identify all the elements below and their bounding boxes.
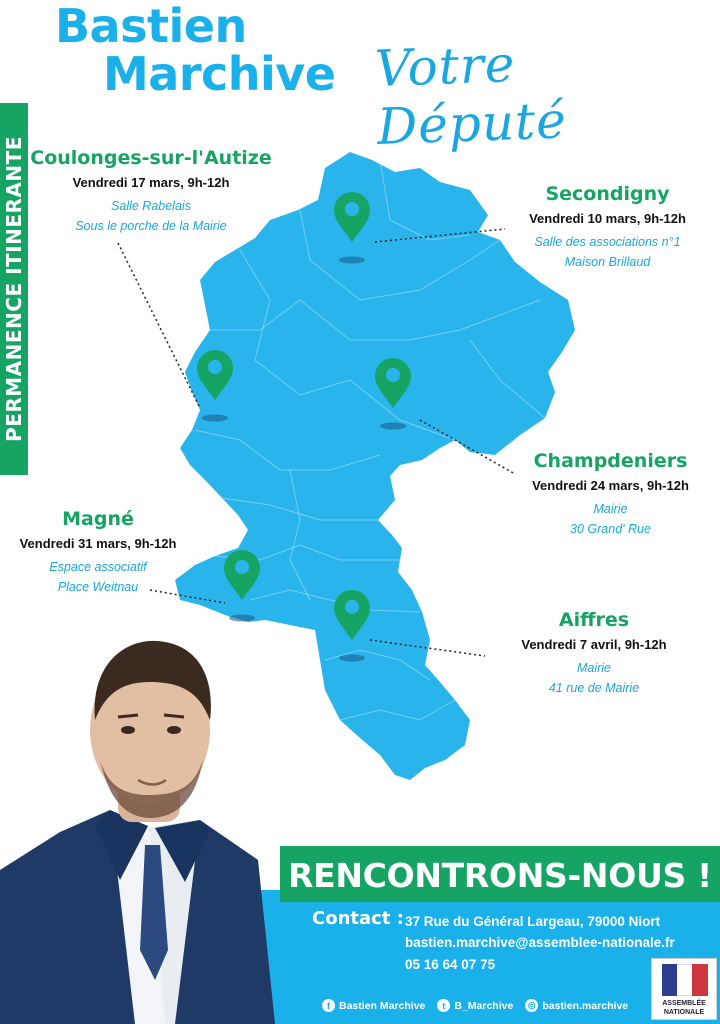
tricolor-emblem xyxy=(662,964,708,996)
stop-town: Coulonges-sur-l'Autize xyxy=(30,147,272,169)
stop-date: Vendredi 7 avril, 9h-12h xyxy=(521,637,667,652)
stop-date: Vendredi 10 mars, 9h-12h xyxy=(529,211,686,226)
contact-phone[interactable]: 05 16 64 07 75 xyxy=(405,957,496,972)
candidate-last-name: Marchive xyxy=(103,47,336,101)
side-banner-text: PERMANENCE ITINERANTE xyxy=(2,136,27,442)
contact-address: 37 Rue du Général Largeau, 79000 Niort xyxy=(405,914,661,929)
facebook-handle: Bastien Marchive xyxy=(339,999,426,1012)
contact-label: Contact : xyxy=(312,908,404,929)
logo-text xyxy=(652,999,716,1017)
stop-place xyxy=(500,658,688,698)
instagram-handle: bastien.marchive xyxy=(542,999,629,1012)
twitter-link[interactable] xyxy=(437,999,513,1012)
assemblee-nationale-logo xyxy=(651,958,717,1020)
instagram-icon: ◎ xyxy=(525,999,538,1012)
slogan: Votre Député xyxy=(374,35,568,156)
stop-secondigny xyxy=(505,183,710,272)
twitter-icon: t xyxy=(437,999,450,1012)
stop-date: Vendredi 31 mars, 9h-12h xyxy=(19,536,177,551)
stop-place-line1: Espace associatif xyxy=(49,560,147,574)
instagram-link[interactable] xyxy=(525,999,628,1012)
facebook-link[interactable] xyxy=(322,999,425,1012)
stop-place xyxy=(508,499,713,539)
cta-text: RENCONTRONS-NOUS ! xyxy=(288,856,712,895)
stop-place xyxy=(505,232,710,272)
stop-place-line2: Place Weitnau xyxy=(57,580,139,594)
stop-town: Secondigny xyxy=(545,183,670,205)
stop-place-line2: 41 rue de Mairie xyxy=(548,681,640,695)
cta-banner xyxy=(280,846,720,902)
facebook-icon: f xyxy=(322,999,335,1012)
stop-date: Vendredi 17 mars, 9h-12h xyxy=(72,175,230,190)
stop-town: Aiffres xyxy=(558,609,630,631)
stop-champdeniers xyxy=(508,450,713,539)
stop-place-line1: Mairie xyxy=(576,661,612,675)
stop-coulonges xyxy=(20,147,282,236)
twitter-handle: B_Marchive xyxy=(454,999,514,1012)
stop-magne xyxy=(2,508,194,597)
social-links xyxy=(322,999,628,1012)
stop-place-line1: Salle des associations n°1 xyxy=(534,235,681,249)
logo-line1: ASSEMBLÉE xyxy=(662,1000,706,1007)
stop-place-line2: 30 Grand' Rue xyxy=(570,522,651,536)
stop-place-line1: Salle Rabelais xyxy=(111,199,191,213)
stop-date: Vendredi 24 mars, 9h-12h xyxy=(532,478,689,493)
stop-town: Champdeniers xyxy=(533,450,688,472)
stop-place-line2: Maison Brillaud xyxy=(564,255,651,269)
stop-place xyxy=(20,196,282,236)
stop-aiffres xyxy=(500,609,688,698)
stop-town: Magné xyxy=(62,508,134,530)
logo-line2: NATIONALE xyxy=(663,1009,705,1016)
stop-place xyxy=(2,557,194,597)
stop-place-line1: Mairie xyxy=(593,502,628,516)
contact-email[interactable]: bastien.marchive@assemblee-nationale.fr xyxy=(405,935,675,950)
candidate-first-name: Bastien xyxy=(55,0,247,53)
portrait-photo xyxy=(0,620,290,1024)
stop-place-line2: Sous le porche de la Mairie xyxy=(75,219,227,233)
